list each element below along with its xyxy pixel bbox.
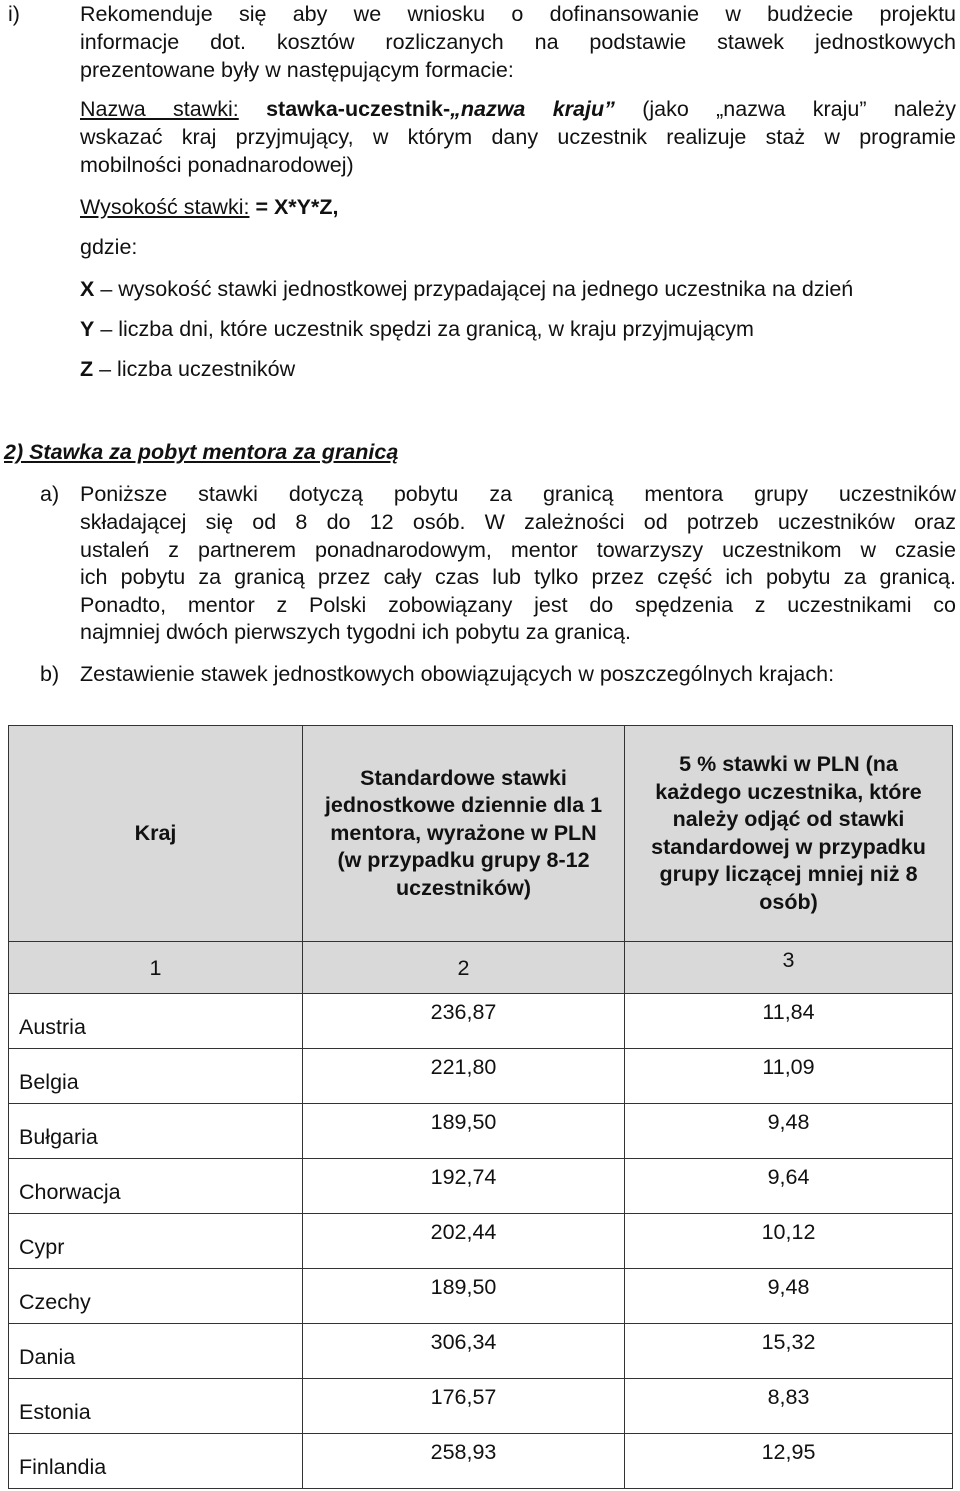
- column-number: 2: [303, 942, 625, 994]
- percent-cell: 9,64: [625, 1159, 953, 1214]
- header-five-percent: 5 % stawki w PLN (na każdego uczestnika, które należy odjąć od stawki standardowej w przypadku grupy liczącej mniej niż 8 osób): [625, 726, 953, 942]
- paragraph-line: Poniższe stawki dotyczą pobytu za granicą mentora grupy uczestników: [80, 482, 956, 506]
- country-cell: Czechy: [9, 1269, 303, 1324]
- header-country: Kraj: [9, 726, 303, 942]
- percent-cell: 15,32: [625, 1324, 953, 1379]
- definition-text: – liczba dni, które uczestnik spędzi za granicą, w kraju przyjmującym: [100, 317, 754, 341]
- table-row: [9, 1269, 953, 1324]
- rate-name-label: Nazwa stawki:: [80, 97, 239, 121]
- rate-name-rest: (jako „nazwa kraju” należy: [642, 97, 956, 121]
- where-label: gdzie:: [80, 235, 138, 259]
- rate-cell: 306,34: [303, 1324, 625, 1379]
- rate-value-line: [80, 193, 339, 221]
- table-row: [9, 1104, 953, 1159]
- table-row: [9, 1159, 953, 1214]
- definition-text: – liczba uczestników: [99, 357, 296, 381]
- column-number: 1: [9, 942, 303, 994]
- list-marker-b: b): [40, 662, 60, 686]
- rate-cell: 189,50: [303, 1269, 625, 1324]
- header-standard-rate: Standardowe stawki jednostkowe dziennie dla 1 mentora, wyrażone w PLN (w przypadku grupy 8-12 uczestników): [303, 726, 625, 942]
- paragraph-line: najmniej dwóch pierwszych tygodni ich pobytu za granicą.: [80, 620, 631, 644]
- rate-name-bold: stawka-uczestnik-: [266, 97, 451, 121]
- definition-x: [80, 275, 853, 303]
- rate-cell: 176,57: [303, 1379, 625, 1434]
- paragraph-line: wskazać kraj przyjmujący, w którym dany uczestnik realizuje staż w programie: [80, 125, 956, 149]
- list-marker-i: i): [8, 2, 20, 26]
- rates-table: [8, 725, 953, 1489]
- percent-cell: 11,84: [625, 994, 953, 1049]
- table-row: [9, 1379, 953, 1434]
- table-row: [9, 1049, 953, 1104]
- definition-symbol: X: [80, 277, 95, 301]
- country-cell: Finlandia: [9, 1434, 303, 1489]
- percent-cell: 11,09: [625, 1049, 953, 1104]
- column-number: 3: [625, 942, 953, 994]
- percent-cell: 12,95: [625, 1434, 953, 1489]
- country-cell: Dania: [9, 1324, 303, 1379]
- rate-cell: 258,93: [303, 1434, 625, 1489]
- paragraph-line: Rekomenduje się aby we wniosku o dofinansowanie w budżecie projektu: [80, 2, 956, 26]
- definition-y: [80, 315, 754, 343]
- paragraph-line: Zestawienie stawek jednostkowych obowiązujących w poszczególnych krajach:: [80, 662, 835, 686]
- rate-cell: 202,44: [303, 1214, 625, 1269]
- table-row: [9, 1214, 953, 1269]
- table-row: [9, 1434, 953, 1489]
- percent-cell: 9,48: [625, 1104, 953, 1159]
- table-number-row: [9, 942, 953, 994]
- rate-value-formula: = X*Y*Z,: [255, 195, 339, 219]
- country-cell: Austria: [9, 994, 303, 1049]
- paragraph-line: informacje dot. kosztów rozliczanych na podstawie stawek jednostkowych: [80, 30, 956, 54]
- paragraph-line: ich pobytu za granicą przez cały czas lub tylko przez część ich pobytu za granicą.: [80, 565, 956, 589]
- section-heading: 2) Stawka za pobyt mentora za granicą: [4, 440, 399, 464]
- percent-cell: 8,83: [625, 1379, 953, 1434]
- list-marker-a: a): [40, 482, 60, 506]
- definition-text: – wysokość stawki jednostkowej przypadającej na jednego uczestnika na dzień: [100, 277, 854, 301]
- country-cell: Chorwacja: [9, 1159, 303, 1214]
- rate-cell: 236,87: [303, 994, 625, 1049]
- country-cell: Estonia: [9, 1379, 303, 1434]
- rate-value-label: Wysokość stawki:: [80, 195, 250, 219]
- rate-cell: 192,74: [303, 1159, 625, 1214]
- rate-name-line: [80, 95, 956, 123]
- paragraph-line: mobilności ponadnarodowej): [80, 153, 354, 177]
- paragraph-line: prezentowane były w następującym formacie:: [80, 58, 514, 82]
- country-cell: Bułgaria: [9, 1104, 303, 1159]
- definition-symbol: Z: [80, 357, 94, 381]
- rate-cell: 221,80: [303, 1049, 625, 1104]
- definition-z: [80, 355, 295, 383]
- rate-cell: 189,50: [303, 1104, 625, 1159]
- paragraph-line: Ponadto, mentor z Polski zobowiązany jest do spędzenia z uczestnikami co: [80, 593, 956, 617]
- table-row: [9, 994, 953, 1049]
- paragraph-line: ustaleń z partnerem ponadnarodowym, mentor towarzyszy uczestnikom w czasie: [80, 538, 956, 562]
- country-cell: Cypr: [9, 1214, 303, 1269]
- paragraph-line: składającej się od 8 do 12 osób. W zależności od potrzeb uczestników oraz: [80, 510, 956, 534]
- country-cell: Belgia: [9, 1049, 303, 1104]
- table-row: [9, 1324, 953, 1379]
- rate-name-italic: „nazwa kraju”: [450, 97, 615, 121]
- table-header-row: [9, 726, 953, 942]
- percent-cell: 10,12: [625, 1214, 953, 1269]
- definition-symbol: Y: [80, 317, 95, 341]
- percent-cell: 9,48: [625, 1269, 953, 1324]
